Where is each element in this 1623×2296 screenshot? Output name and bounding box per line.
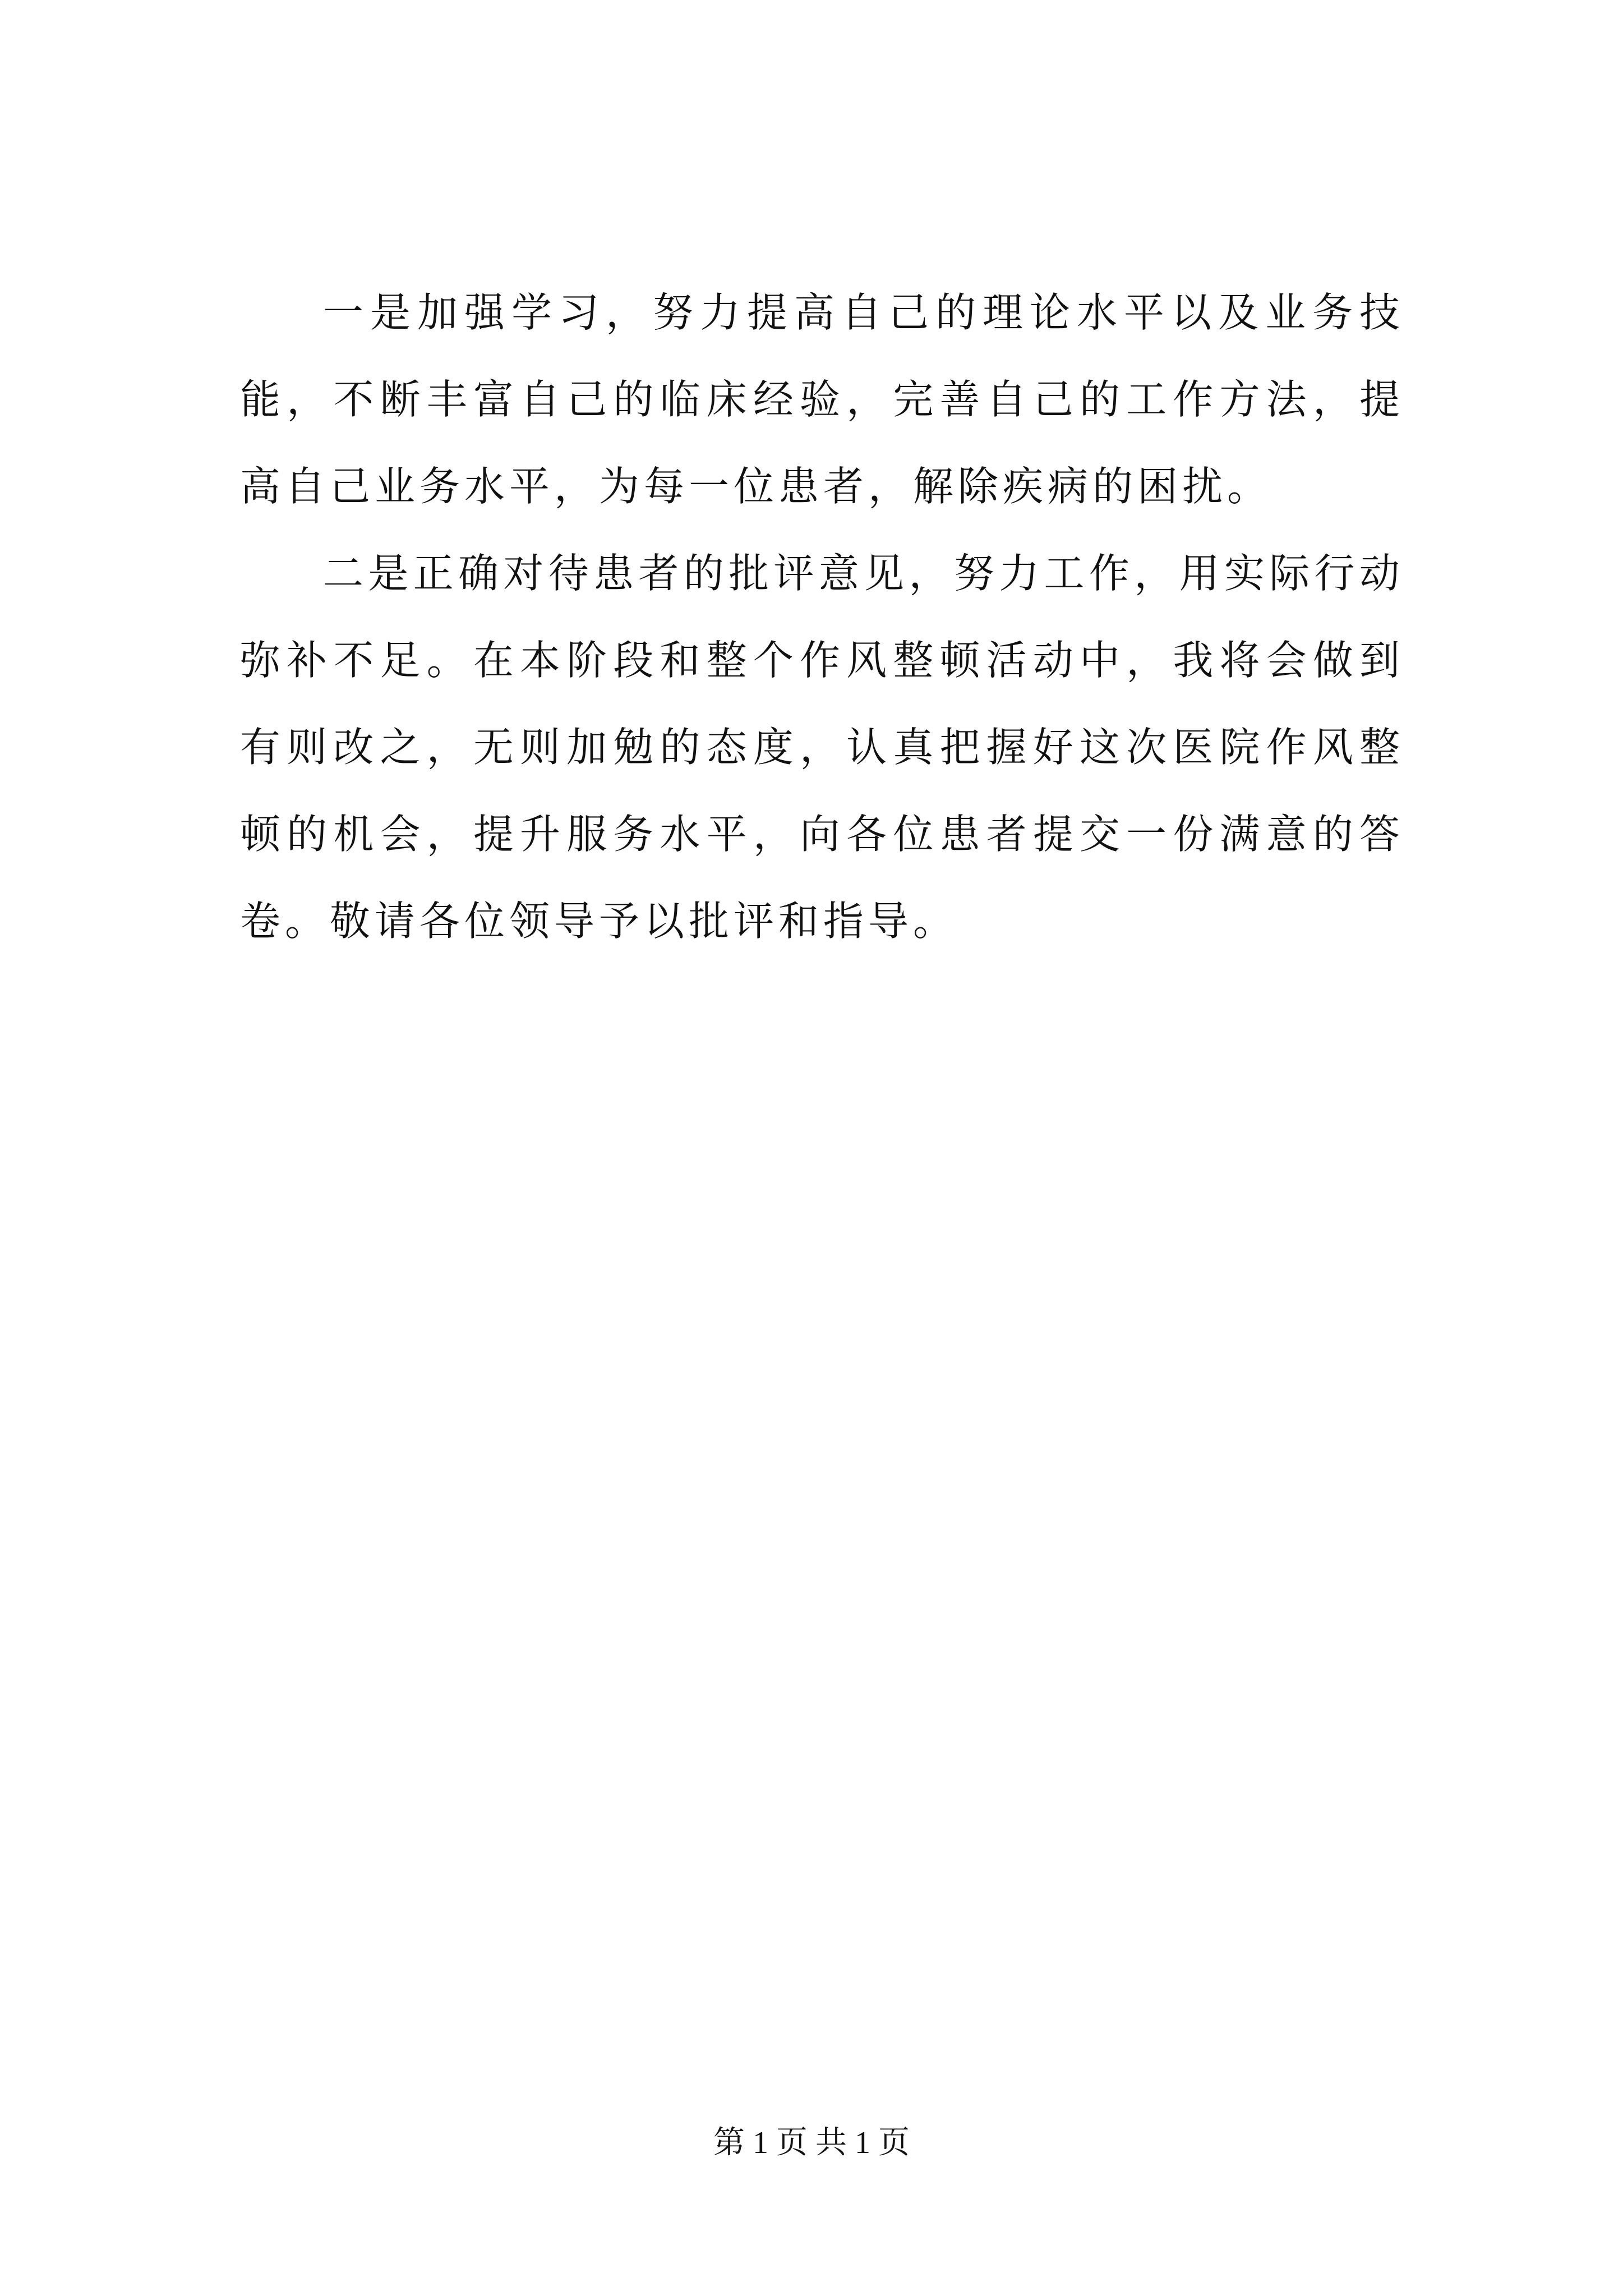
page-number-footer: 第 1 页 共 1 页 [713,2125,910,2160]
paragraph-2: 二是正确对待患者的批评意见，努力工作，用实际行动弥补不足。在本阶段和整个作风整顿活动中，我将会做到有则改之，无则加勉的态度，认真把握好这次医院作风整顿的机会，提升服务水平，向各位患者提交一份满意的答卷。敬请各位领导予以批评和指导。 [240,550,1404,945]
document-body [240,269,1404,965]
paragraph-1: 一是加强学习，努力提高自己的理论水平以及业务技能，不断丰富自己的临床经验，完善自己的工作方法，提高自己业务水平，为每一位患者，解除疾病的困扰。 [240,289,1404,510]
